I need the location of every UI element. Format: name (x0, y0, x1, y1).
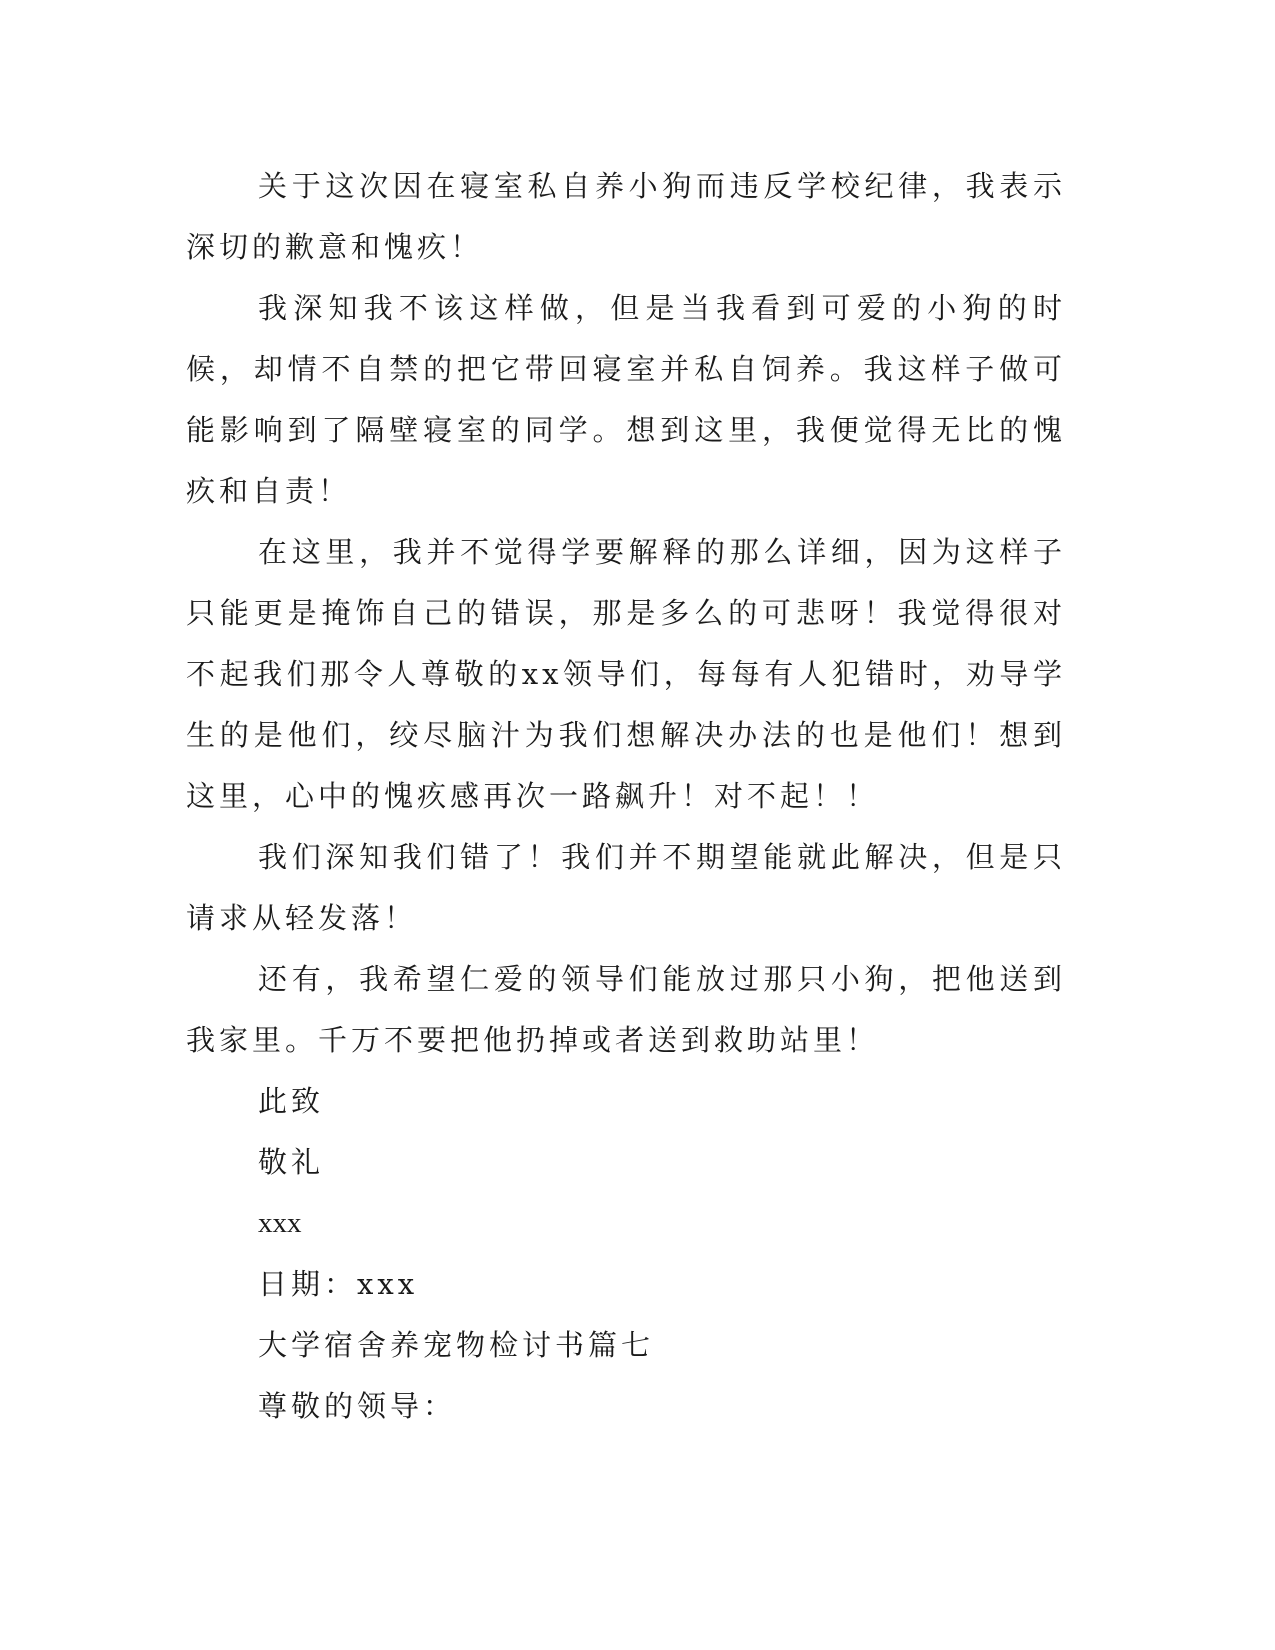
document-body (186, 156, 1066, 1437)
greeting: 尊敬的领导： (258, 1389, 457, 1423)
paragraph-plea: 我们深知我们错了！我们并不期望能就此解决，但是只请求从轻发落！ (186, 840, 1066, 935)
date-line: 日期：xxx (258, 1267, 419, 1301)
paragraph-explanation: 我深知我不该这样做，但是当我看到可爱的小狗的时候，却情不自禁的把它带回寝室并私自饲养。我这样子做可能影响到了隔壁寝室的同学。想到这里，我便觉得无比的愧疚和自责！ (186, 291, 1066, 508)
paragraph-request: 还有，我希望仁爱的领导们能放过那只小狗，把他送到我家里。千万不要把他扔掉或者送到救助站里！ (186, 962, 1066, 1057)
section-title: 大学宿舍养宠物检讨书篇七 (258, 1328, 655, 1362)
signature: xxx (258, 1207, 302, 1239)
closing-salutation-2: 敬礼 (258, 1145, 325, 1179)
closing-salutation-1: 此致 (258, 1084, 325, 1118)
paragraph-apology: 关于这次因在寝室私自养小狗而违反学校纪律，我表示深切的歉意和愧疚！ (186, 169, 1066, 264)
paragraph-regret: 在这里，我并不觉得学要解释的那么详细，因为这样子只能更是掩饰自己的错误，那是多么的可悲呀！我觉得很对不起我们那令人尊敬的xx领导们，每每有人犯错时，劝导学生的是他们，绞尽脑汁为我们想解决办法的也是他们！想到这里，心中的愧疚感再次一路飙升！对不起！！ (186, 535, 1066, 813)
